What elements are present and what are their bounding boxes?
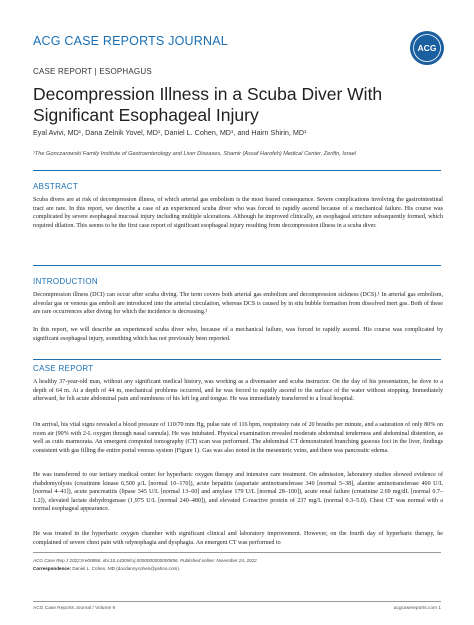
introduction-rule	[33, 265, 441, 266]
case-report-paragraph-1: A healthy 37-year-old man, without any significant medical history, was working as a divemaster and scuba instructor. On the day of his presentation, he dove to a depth of 64 m. At a depth of 44 m, mechanical problems occurred, and he was forced to rapidly ascend to the surface of the water without stopping. Immediately afterward, he felt acute abdominal pain and numbness of his left leg and tongue. He was immediately transferred to a local hospital.	[33, 379, 443, 403]
abstract-text: Scuba divers are at risk of decompression illness, of which arterial gas embolism is the most feared consequence. Severe complications involving the gastrointestinal tract are rare. In this report, we describe a case of an experienced scuba diver who was forced to rapidly ascend because of a mechanical failure. His course was complicated by severe esophageal mucosal injury including multiple ulcerations. Although he improved clinically, an esophageal stricture subsequently formed, which required dilation. This seems to be the first case report of significant esophageal injury resulting from decompression illness in a scuba diver.	[33, 197, 443, 229]
correspondence-label: Correspondence:	[33, 566, 72, 571]
correspondence-text: Daniel L. Cohen, MD (docdannycohen@yahoo.com).	[72, 566, 181, 571]
case-report-paragraph-2: On arrival, his vital signs revealed a blood pressure of 110/70 mm Hg, pulse rate of 116 bpm, respiratory rate of 20 breaths per minute, and a saturation of only 80% on room air (90% with 2-L oxygen through nasal cannula). He was intubated. Physical examination revealed moderate abdominal tenderness and abdominal distention, as well as cutis marmorata. An emergent computed tomography (CT) scan was performed. The abdominal CT demonstrated branching gaseous foci in the liver, findings consistent with gas filling the entire portal venous system (Figure 1). Gas was also noted in the mesenteric veins, and there was pancreatic edema.	[33, 422, 443, 454]
footer-journal-volume: ACG Case Reports Journal / Volume 9	[33, 606, 116, 611]
case-report-paragraph-4: He was treated in the hyperbaric oxygen chamber with significant clinical and laboratory improvement. However, on the fourth day of hyperbaric therapy, he complained of severe chest pain with odynophagia and dysphagia. An emergent CT was performed to	[33, 531, 443, 546]
case-report-rule	[33, 359, 441, 360]
introduction-heading: INTRODUCTION	[33, 277, 98, 286]
abstract-heading: ABSTRACT	[33, 182, 79, 191]
footer-site-page: acgcasereports.com 1	[393, 606, 441, 611]
citation-text: ACG Case Rep J 2022;9:e00856. doi:10.14309/crj.0000000000000856. Published online: November 24, 2022	[33, 558, 257, 563]
abstract-rule	[33, 170, 441, 171]
case-report-paragraph-3: He was transferred to our tertiary medical center for hyperbaric oxygen therapy and intensive care treatment. On admission, laboratory studies showed evidence of rhabdomyolysis (creatinine kinase 6,500 μ/L [normal 10–170]), acute hepatitis (aspartate aminotransferase 340 [normal 5–38], alanine aminotransferase 400 U/L [normal 4–41]), acute pancreatitis (lipase 345 U/L [normal 13–60] and amylase 179 U/L [normal 28–100]), acute renal failure (creatinine 2.69 mg/dL [normal 0.7–1.2]), elevated lactate dehydrogenase (1,975 U/L [normal 240–480]), and elevated C-reactive protein of 237 mg/L (normal 0.3–5.0). Chest CT was normal with a normal esophageal appearance.	[33, 472, 443, 513]
citation	[33, 558, 443, 563]
affiliation: ¹The Gonczarowski Family Institute of Gastroenterology and Liver Diseases, Shamir (Assaf Harofeh) Medical Center, Zerifin, Israel	[33, 151, 357, 157]
report-type: CASE REPORT | ESOPHAGUS	[33, 67, 152, 76]
article-title: Decompression Illness in a Scuba Diver With Significant Esophageal Injury	[33, 84, 383, 125]
correspondence	[33, 566, 443, 571]
introduction-paragraph-1: Decompression illness (DCI) can occur after scuba diving. The term covers both arterial gas embolism and decompression sickness (DCS).¹ In arterial gas embolism, alveolar gas or venous gas emboli are introduced into the arterial circulation, whereas DCS is caused by in situ bubble formation from dissolved inert gas. Both of these are rare occurrences after diving for which the incidence is decreasing.²	[33, 292, 443, 316]
case-report-heading: CASE REPORT	[33, 364, 94, 373]
logo-text: ACG	[417, 43, 437, 53]
acg-logo	[409, 30, 445, 66]
footnote-rule	[33, 552, 441, 553]
authors: Eyal Avivi, MD¹, Dana Zelnik Yovel, MD¹, Daniel L. Cohen, MD¹, and Hairn Shirin, MD¹	[33, 128, 307, 137]
journal-name: ACG CASE REPORTS JOURNAL	[33, 34, 228, 48]
page-footer-rule	[33, 601, 441, 602]
introduction-paragraph-2: In this report, we will describe an experienced scuba diver who, because of a mechanical failure, was forced to rapidly ascend. His course was complicated by significant esophageal injury, something which has not previously been reported.	[33, 327, 443, 342]
